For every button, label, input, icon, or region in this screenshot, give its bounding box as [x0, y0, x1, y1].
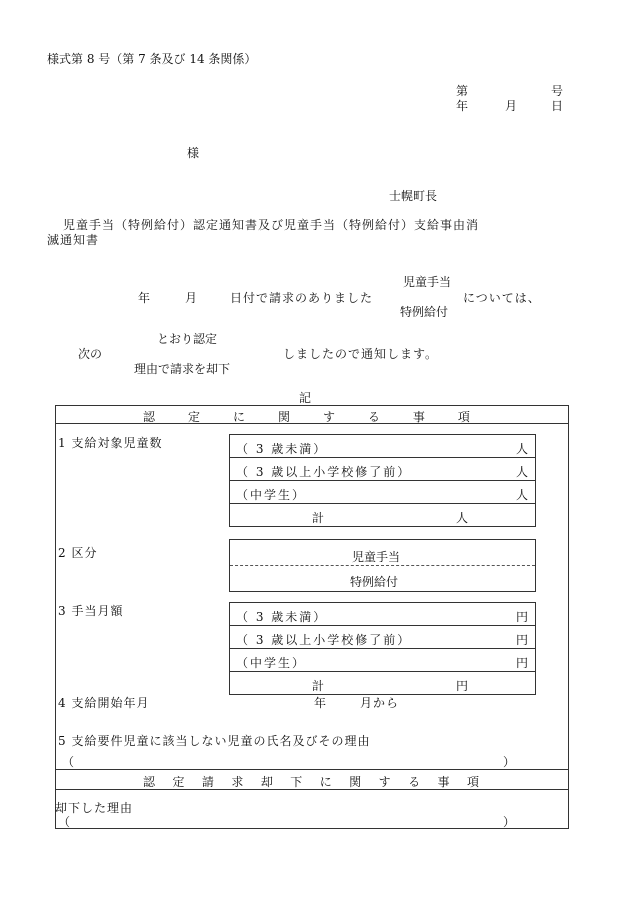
row-unit: 円	[515, 610, 528, 624]
heading-char: 定	[172, 775, 185, 789]
count-row	[230, 480, 535, 503]
heading-char: 下	[290, 775, 303, 789]
heading-char: 事	[437, 775, 450, 789]
item3-label: 3 手当月額	[58, 604, 124, 618]
request-option-bottom: 特例給付	[400, 305, 449, 319]
row-label: （ 3 歳未満）	[236, 442, 328, 456]
form-number: 様式第 8 号（第 7 条及び 14 条関係）	[47, 52, 257, 66]
row-unit: 人	[515, 488, 528, 502]
start-year: 年	[314, 696, 327, 710]
item5-open-paren: （	[62, 755, 75, 769]
heading-char: に	[232, 410, 245, 424]
request-month: 月	[185, 291, 198, 305]
heading-char: す	[322, 410, 335, 424]
amount-row	[230, 648, 535, 671]
rejection-close-paren: ）	[503, 815, 516, 829]
date-month: 月	[505, 99, 518, 113]
count-row	[230, 434, 535, 457]
heading-char: 項	[466, 775, 479, 789]
request-option-top: 児童手当	[403, 275, 452, 289]
total-unit: 円	[456, 679, 469, 693]
row-label: （ 3 歳以上小学校修了前）	[236, 465, 412, 479]
title-line1: 児童手当（特例給付）認定通知書及び児童手当（特例給付）支給事由消	[63, 218, 480, 232]
heading-char: 認	[143, 410, 156, 424]
start-month-from: 月から	[360, 696, 400, 710]
row-label: （ 3 歳未満）	[236, 610, 328, 624]
item5-label: 5 支給要件児童に該当しない児童の氏名及びその理由	[58, 734, 371, 748]
issuer: 士幌町長	[389, 189, 438, 203]
heading-char: 関	[277, 410, 290, 424]
heading-char: る	[408, 775, 421, 789]
item5-close-paren: ）	[503, 755, 516, 769]
decision-option-bottom: 理由で請求を却下	[134, 362, 231, 376]
title-line2: 滅通知書	[47, 233, 100, 247]
decision-option-top: とおり認定	[157, 332, 218, 346]
row-unit: 人	[515, 442, 528, 456]
date-year: 年	[456, 99, 469, 113]
heading-char: 請	[201, 775, 214, 789]
heading-char: 定	[187, 410, 200, 424]
decision-prefix: 次の	[78, 347, 103, 361]
heading-char: 関	[349, 775, 362, 789]
amount-total-row	[230, 671, 535, 694]
row-unit: 人	[515, 465, 528, 479]
total-unit: 人	[456, 511, 469, 525]
request-year: 年	[138, 291, 151, 305]
heading-char: 認	[143, 775, 156, 789]
rejection-reason-label: 却下した理由	[55, 801, 134, 815]
heading-char: る	[367, 410, 380, 424]
request-date-suffix: 日付で請求のありました	[230, 291, 374, 305]
total-label: 計	[312, 511, 325, 525]
row-label: （中学生）	[236, 656, 307, 670]
heading-char: 求	[231, 775, 244, 789]
addressee-suffix: 様	[187, 146, 200, 160]
row-label: （ 3 歳以上小学校修了前）	[236, 633, 412, 647]
heading-char: 事	[412, 410, 425, 424]
row-unit: 円	[515, 633, 528, 647]
heading-char: す	[378, 775, 391, 789]
item2-label: 2 区分	[58, 546, 98, 560]
category-option-bottom: 特例給付	[350, 575, 399, 589]
item1-label: 1 支給対象児童数	[58, 436, 163, 450]
count-row	[230, 457, 535, 480]
category-option-top: 児童手当	[352, 550, 401, 564]
doc-number-dai: 第	[456, 84, 469, 98]
divider	[55, 769, 568, 770]
ki-label: 記	[299, 391, 312, 405]
row-unit: 円	[515, 656, 528, 670]
section2-heading	[143, 773, 479, 790]
dashed-divider	[230, 565, 535, 566]
doc-number-go: 号	[551, 84, 564, 98]
rejection-open-paren: （	[58, 815, 71, 829]
amount-row	[230, 625, 535, 648]
heading-char: 却	[260, 775, 273, 789]
row-label: （中学生）	[236, 488, 307, 502]
count-total-row	[230, 503, 535, 526]
amount-row	[230, 602, 535, 625]
item4-label: 4 支給開始年月	[58, 696, 150, 710]
decision-suffix: しましたので通知します。	[283, 347, 439, 361]
total-label: 計	[312, 679, 325, 693]
heading-char: に	[319, 775, 332, 789]
heading-char: 項	[457, 410, 470, 424]
request-suffix: については、	[463, 291, 541, 305]
section1-heading	[143, 408, 470, 425]
date-day: 日	[551, 99, 564, 113]
